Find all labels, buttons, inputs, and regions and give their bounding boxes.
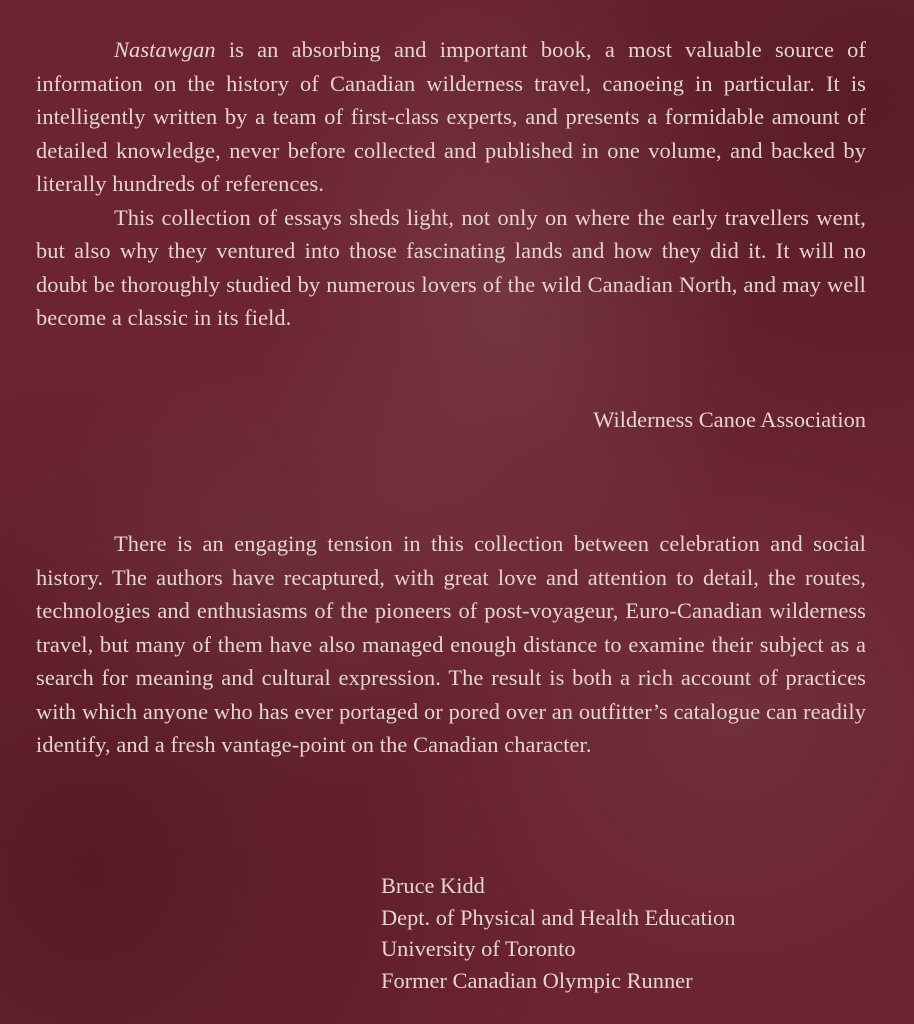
review-wilderness-canoe-association — [36, 33, 866, 335]
review-1-attribution: Wilderness Canoe Association — [593, 407, 866, 432]
review-1-paragraph-1-text: is an absorbing and important book, a most valuable source of information on the history of Canadian wilderness travel, canoeing in particular. It is intelligently written by a team of first-class experts, and presents a formidable amount of detailed knowledge, never before collected and published in one volume, and backed by literally hundreds of references. — [36, 37, 866, 196]
signature-title: Former Canadian Olympic Runner — [381, 967, 693, 993]
review-1-paragraph-2: This collection of essays sheds light, not only on where the early travellers went, but also why they ventured into those fascinating lands and how they did it. It will no doubt be thoroughly studied by numerous lovers of the wild Canadian North, and may well become a classic in its field. — [36, 204, 866, 330]
review-bruce-kidd — [36, 527, 866, 762]
book-title: Nastawgan — [114, 37, 216, 62]
signature-department: Dept. of Physical and Health Education — [381, 904, 736, 930]
review-1-paragraph-1 — [36, 33, 866, 201]
signature-institution: University of Toronto — [381, 936, 576, 961]
review-2-paragraph: There is an engaging tension in this collection between celebration and social history. The authors have recaptured, with great love and attention to detail, the routes, technologies and enthusiasms of the pioneers of post-voyageur, Euro-Canadian wilderness travel, but many of them have also managed enough distance to examine their subject as a search for meaning and cultural expression. The result is both a rich account of practices with which anyone who has ever portaged or pored over an outfitter’s catalogue can readily identify, and a fresh vantage-point on the Canadian character. — [36, 531, 866, 757]
signature-name: Bruce Kidd — [381, 873, 485, 898]
review-2-signature — [381, 870, 735, 996]
